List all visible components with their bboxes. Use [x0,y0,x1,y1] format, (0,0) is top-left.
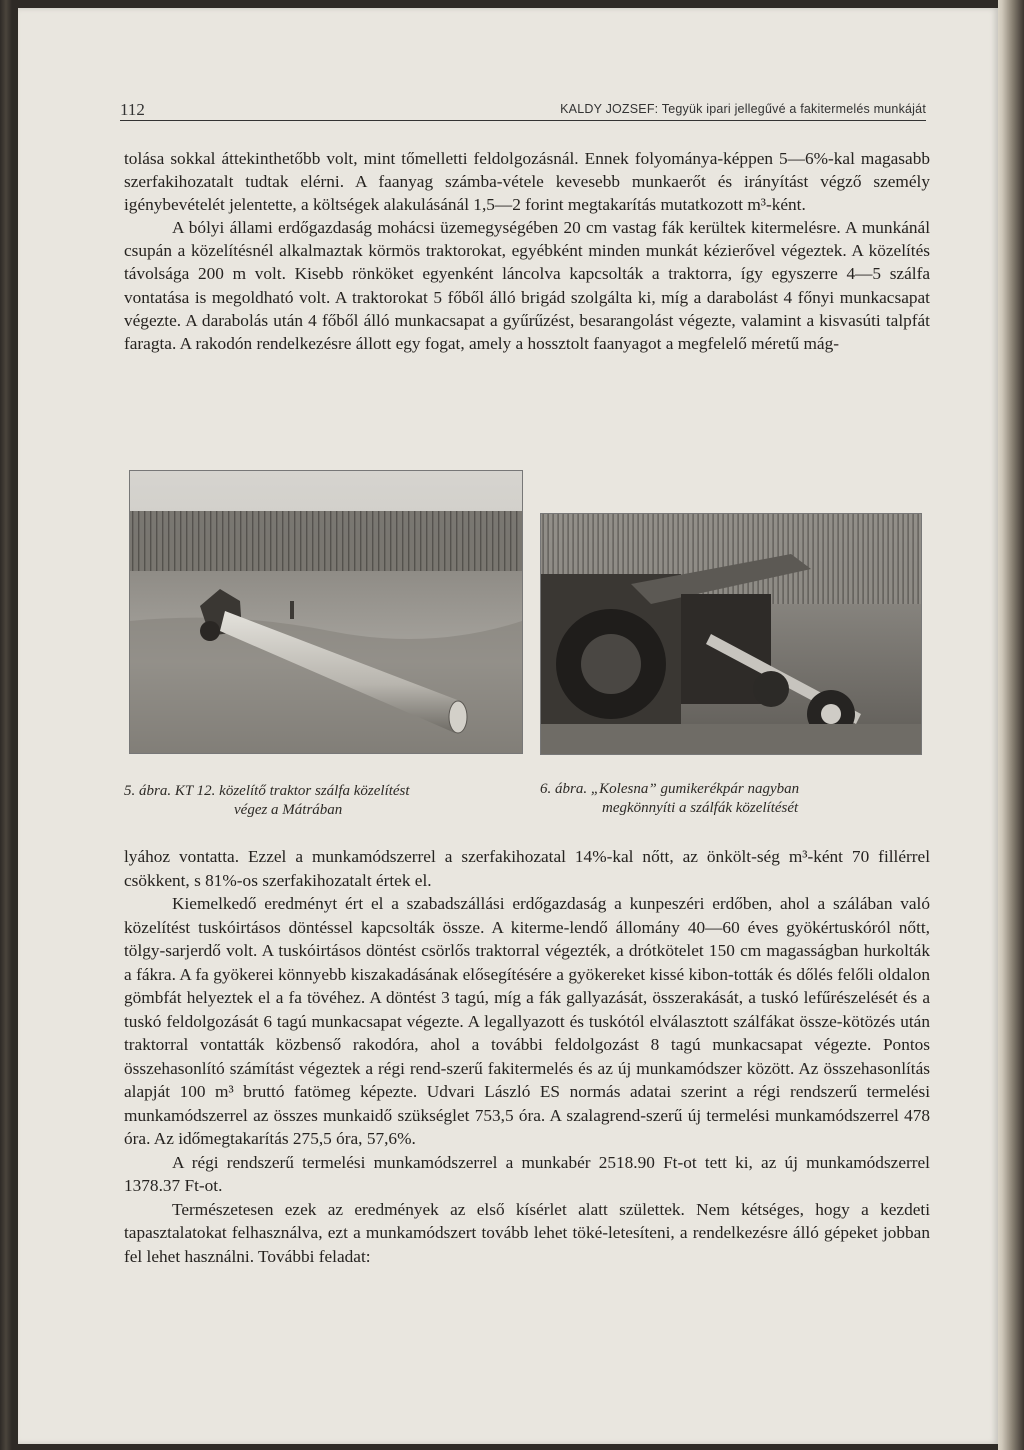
bottom-text-block [124,845,930,1268]
page-number: 112 [120,100,145,119]
figure-5-photo [129,470,523,754]
figure-6-caption [540,780,925,818]
figure-6-caption-line1: 6. ábra. „Kolesna” gumikerékpár nagyban [540,781,800,797]
paragraph-lyahoz: lyához vontatta. Ezzel a munkamódszerrel a szerfakihozatal 14%-kal nőtt, az önkölt-ség m³-ként 70 fillérrel csökkent, s 81%-os szerfakihozatalt értek el. [124,847,930,890]
paragraph-munkaber: A régi rendszerű termelési munkamódszerrel a munkabér 2518.90 Ft-ot tett ki, az új munkamódszerrel 1378.37 Ft-ot. [124,1152,930,1195]
figure-5-caption-line1: 5. ábra. KT 12. közelítő traktor szálfa közelítést [124,783,410,799]
top-text-block [124,147,930,355]
page-header [120,98,926,121]
figure-6-caption-line2: megkönnyíti a szálfák közelítését [602,800,799,816]
paragraph-continuation: tolása sokkal áttekinthetőbb volt, mint tőmelletti feldolgozásnál. Ennek folyománya-képpen 5—6%-kal magasabb szerfakihozatalt tudtak elérni. A faanyag számba-vétele kevesebb munkaerőt és irányítást végző személy igénybevételét jelentette, a költségek alakulásánál 1,5—2 forint megtakarítás mutatkozott m³-ként. [124,149,930,215]
kolesna-wheel-photo [541,514,921,754]
running-head: KALDY JOZSEF: Tegyük ipari jellegűvé a fakitermelés munkáját [560,102,926,116]
page-edge-shadow [998,0,1024,1450]
figure-6-photo [540,513,922,755]
paragraph-conclusion: Természetesen ezek az eredmények az első kísérlet alatt születtek. Nem kétséges, hogy a kezdeti tapasztalatokat felhasználva, ezt a munkamódszert tovább lehet töké-letesíteni, a rendelkezésre álló gépeket jobban fel lehet használni. További feladat: [124,1199,930,1266]
figure-5-caption [124,782,524,820]
paragraph-boly: A bólyi állami erdőgazdaság mohácsi üzemegységében 20 cm vastag fák kerültek kitermelésre. A munkánál csupán a közelítésnél alkalmaztak körmös traktorokat, egyébként minden munkát kézierővel végeztek. A közelítés távolsága 200 m volt. Kisebb rönköket egyenként láncolva kapcsolták a traktorra, így egyszerre 4—5 szálfa vontatása is megoldható volt. A traktorokat 5 főből álló brigád szolgálta ki, míg a darabolást 4 főnyi munkacsapat végezte. A darabolás után 4 főből álló munkacsapat a gyűrűzést, besarangolást végezte, valamint a kisvasúti talpfát faragta. A rakodón rendelkezésre állott egy fogat, amely a hossztolt faanyagot a megfelelő méretű mág- [124,218,930,353]
figure-5-caption-line2: végez a Mátrában [234,802,343,818]
tractor-log-photo [130,471,522,753]
paragraph-szabadszallas: Kiemelkedő eredményt ért el a szabadszállási erdőgazdaság a kunpeszéri erdőben, ahol a szálában való közelítést tuskóirtásos döntéssel kapcsolták össze. A kiterme-lendő állomány 40—60 éves gyökértuskóról nőtt, tölgy-sarjerdő volt. A tuskóirtásos döntést csörlős traktorral végezték, a drótkötelet 150 cm magasságban hurkolták a fákra. A fa gyökerei könnyebb kiszakadásának elősegítésére a gyökereket kissé kibon-tották és dőlés felőli oldalon gömbfát helyeztek el a fa tövéhez. A döntést 3 tagú, míg a fák gallyazását, összerakását, a tuskó lefűrészelését és a tuskó feldolgozását 6 tagú munkacsapat végezte. A legallyazott és tuskótól elválasztott szálfákat össze-kötözés után traktorral vontatták közbenső rakodóra, ahol a további feldolgozást 8 tagú munkacsapat végezte. Pontos összehasonlító számítást végeztek a régi rend-szerű fakitermelés és az új munkamódszer között. Az összehasonlítás alapját 100 m³ bruttó fatömeg képezte. Udvari László ES normás adatai szerint a régi rendszerű termelési munkamódszerrel az összes munkaidő szükséglet 753,5 óra. A szalagrend-szerű új termelési munkamódszerrel 478 óra. Az időmegtakarítás 275,5 óra, 57,6%. [124,894,930,1148]
